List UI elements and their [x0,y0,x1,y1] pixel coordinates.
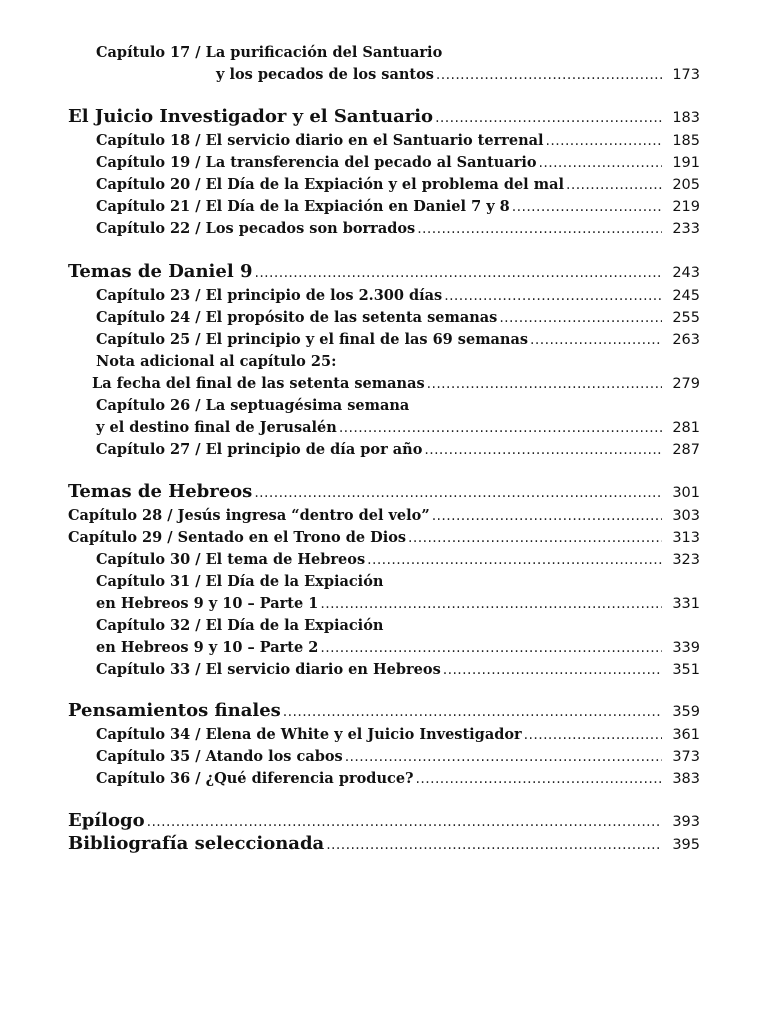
entry-title: Capítulo 19 / La transferencia del pecado al Santuario [96,154,537,171]
entry-title: y el destino final de Jerusalén [96,419,337,436]
entry-title: Capítulo 27 / El principio de día por año [96,441,423,458]
leader-dots [416,771,662,787]
page-number: 373 [672,749,700,765]
toc-entry [0,44,768,61]
page-number: 383 [672,771,700,787]
toc-entry [0,198,700,215]
entry-title: Capítulo 31 / El Día de la Expiación [96,573,384,590]
page-number: 339 [672,640,700,656]
entry-title: Capítulo 30 / El tema de Hebreos [96,551,366,568]
leader-dots [147,814,662,830]
page-number: 301 [672,485,700,501]
toc-section [0,261,700,282]
toc-entry [0,551,700,568]
toc-entry [0,176,700,193]
page-number: 323 [672,552,700,568]
entry-title: en Hebreos 9 y 10 – Parte 2 [96,639,319,656]
entry-title: Nota adicional al capítulo 25: [96,353,337,370]
toc-entry [0,595,700,612]
toc-entry [0,617,700,634]
leader-dots [424,442,662,458]
page-number: 185 [672,133,700,149]
page-number: 205 [672,177,700,193]
entry-title: Capítulo 33 / El servicio diario en Hebreos [96,661,441,678]
entry-title: Capítulo 22 / Los pecados son borrados [96,220,416,237]
toc-entry [0,770,700,787]
leader-dots [345,749,662,765]
section-title: El Juicio Investigador y el Santuario [68,106,434,127]
toc-section [0,481,700,502]
entry-title: en Hebreos 9 y 10 – Parte 1 [96,595,319,612]
toc-entry [0,726,700,743]
page-number: 359 [672,704,700,720]
toc-section [0,700,700,721]
page-number: 393 [672,814,700,830]
page-number: 173 [672,67,700,83]
leader-dots [320,596,662,612]
entry-title: Capítulo 28 / Jesús ingresa “dentro del velo” [68,507,430,524]
leader-dots [432,508,662,524]
page-number: 245 [672,288,700,304]
leader-dots [530,332,662,348]
page-number: 183 [672,110,700,126]
toc-entry [0,309,700,326]
section-title: Pensamientos finales [68,700,281,721]
toc-entry [0,661,700,678]
leader-dots [435,110,662,126]
entry-title: Capítulo 18 / El servicio diario en el Santuario terrenal [96,132,544,149]
page-number: 219 [672,199,700,215]
entry-title: Capítulo 20 / El Día de la Expiación y el problema del mal [96,176,564,193]
leader-dots [283,704,662,720]
leader-dots [524,727,662,743]
toc-entry [0,331,700,348]
entry-title: Capítulo 32 / El Día de la Expiación [96,617,384,634]
entry-title: Capítulo 23 / El principio de los 2.300 días [96,287,443,304]
leader-dots [326,837,662,853]
toc-entry [0,573,700,590]
toc-entry [0,419,700,436]
leader-dots [339,420,662,436]
toc-entry [0,132,700,149]
toc-section [0,833,700,854]
entry-title: Capítulo 24 / El propósito de las setenta semanas [96,309,498,326]
page-number: 287 [672,442,700,458]
leader-dots [367,552,662,568]
entry-title: Capítulo 21 / El Día de la Expiación en Daniel 7 y 8 [96,198,510,215]
page-number: 233 [672,221,700,237]
entry-title: Capítulo 34 / Elena de White y el Juicio Investigador [96,726,522,743]
page-number: 303 [672,508,700,524]
leader-dots [254,265,662,281]
leader-dots [499,310,662,326]
entry-title: Capítulo 25 / El principio y el final de las 69 semanas [96,331,529,348]
toc-entry [0,748,700,765]
leader-dots [443,662,662,678]
page-number: 263 [672,332,700,348]
toc-entry [0,220,700,237]
leader-dots [546,133,662,149]
entry-title: y los pecados de los santos [216,66,434,83]
toc-entry [0,287,700,304]
section-title: Epílogo [68,810,145,831]
leader-dots [566,177,662,193]
page-number: 351 [672,662,700,678]
toc-entry [0,154,700,171]
leader-dots [512,199,662,215]
toc-entry [0,529,700,546]
entry-title: Capítulo 35 / Atando los cabos [96,748,343,765]
leader-dots [320,640,662,656]
toc-section [0,106,700,127]
page-number: 243 [672,265,700,281]
entry-title: Capítulo 26 / La septuagésima semana [96,397,410,414]
toc-section [0,810,700,831]
toc-entry [0,441,700,458]
leader-dots [417,221,662,237]
leader-dots [408,530,662,546]
page-number: 281 [672,420,700,436]
leader-dots [539,155,662,171]
section-title: Temas de Daniel 9 [68,261,253,282]
leader-dots [254,485,662,501]
entry-title: Capítulo 36 / ¿Qué diferencia produce? [96,770,414,787]
leader-dots [444,288,662,304]
entry-title: Capítulo 29 / Sentado en el Trono de Dios [68,529,407,546]
section-title: Bibliografía seleccionada [68,833,325,854]
page-number: 361 [672,727,700,743]
toc-entry [0,353,700,370]
page-number: 395 [672,837,700,853]
section-title: Temas de Hebreos [68,481,253,502]
leader-dots [436,67,662,83]
page-number: 313 [672,530,700,546]
page-number: 255 [672,310,700,326]
entry-title: Capítulo 17 / La purificación del Santuario [96,44,443,61]
entry-title: La fecha del final de las setenta semanas [92,375,425,392]
toc-entry [0,507,700,524]
toc-entry [0,397,700,414]
toc-entry [0,66,768,83]
toc-entry [0,375,700,392]
page-number: 279 [672,376,700,392]
page-number: 191 [672,155,700,171]
toc-entry [0,639,700,656]
page-number: 331 [672,596,700,612]
leader-dots [427,376,662,392]
